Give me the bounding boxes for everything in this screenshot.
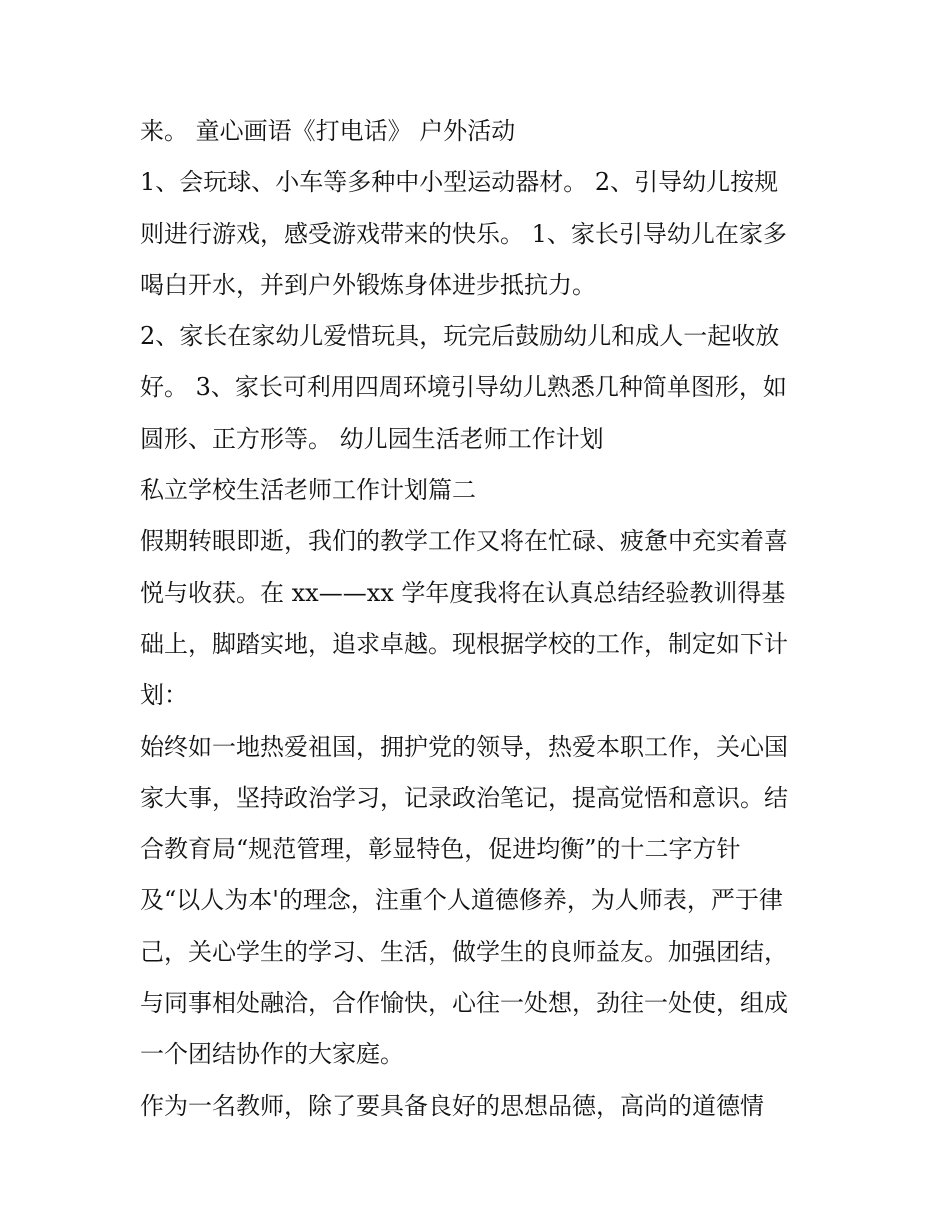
text-line: 悦与收获。在 xx——xx 学年度我将在认真总结经验教训得基 (140, 578, 786, 607)
text-line: 作为一名教师，除了要具备良好的思想品德，高尚的道德情 (140, 1091, 764, 1120)
text-line: 家大事，坚持政治学习，记录政治笔记，提高觉悟和意识。结 (140, 783, 788, 812)
text-line: 始终如一地热爱祖国，拥护党的领导，热爱本职工作，关心国 (140, 732, 788, 761)
text-line: 合教育局“规范管理，彰显特色，促进均衡”的十二字方针 (140, 835, 741, 864)
text-line: 好。 3、家长可利用四周环境引导幼儿熟悉几种简单图形，如 (140, 373, 787, 402)
section-heading: 私立学校生活老师工作计划篇二 (140, 476, 476, 505)
text-line: 圆形、正方形等。 幼儿园生活老师工作计划 (140, 424, 604, 453)
text-line: 己，关心学生的学习、生活，做学生的良师益友。加强团结， (140, 937, 788, 966)
text-line: 及“以人为本'的理念，注重个人道德修养，为人师表，严于律 (140, 886, 783, 915)
text-line: 喝白开水，并到户外锻炼身体进步抵抗力。 (140, 270, 596, 299)
text-line: 一个团结协作的大家庭。 (140, 1040, 404, 1069)
text-line: 来。 童心画语《打电话》 户外活动 (140, 117, 516, 145)
text-line: 划： (140, 681, 188, 710)
text-line: 则进行游戏，感受游戏带来的快乐。 1、家长引导幼儿在家多 (140, 219, 787, 248)
text-line: 假期转眼即逝，我们的教学工作又将在忙碌、疲惫中充实着喜 (140, 527, 788, 556)
document-body (140, 106, 820, 1132)
text-line: 础上，脚踏实地，追求卓越。现根据学校的工作，制定如下计 (140, 629, 788, 658)
text-line: 与同事相处融洽，合作愉快，心往一处想，劲往一处使，组成 (140, 989, 788, 1018)
text-line: 1、会玩球、小车等多种中小型运动器材。 2、引导幼儿按规 (140, 168, 779, 197)
text-line: 2、家长在家幼儿爱惜玩具，玩完后鼓励幼儿和成人一起收放 (140, 322, 780, 351)
